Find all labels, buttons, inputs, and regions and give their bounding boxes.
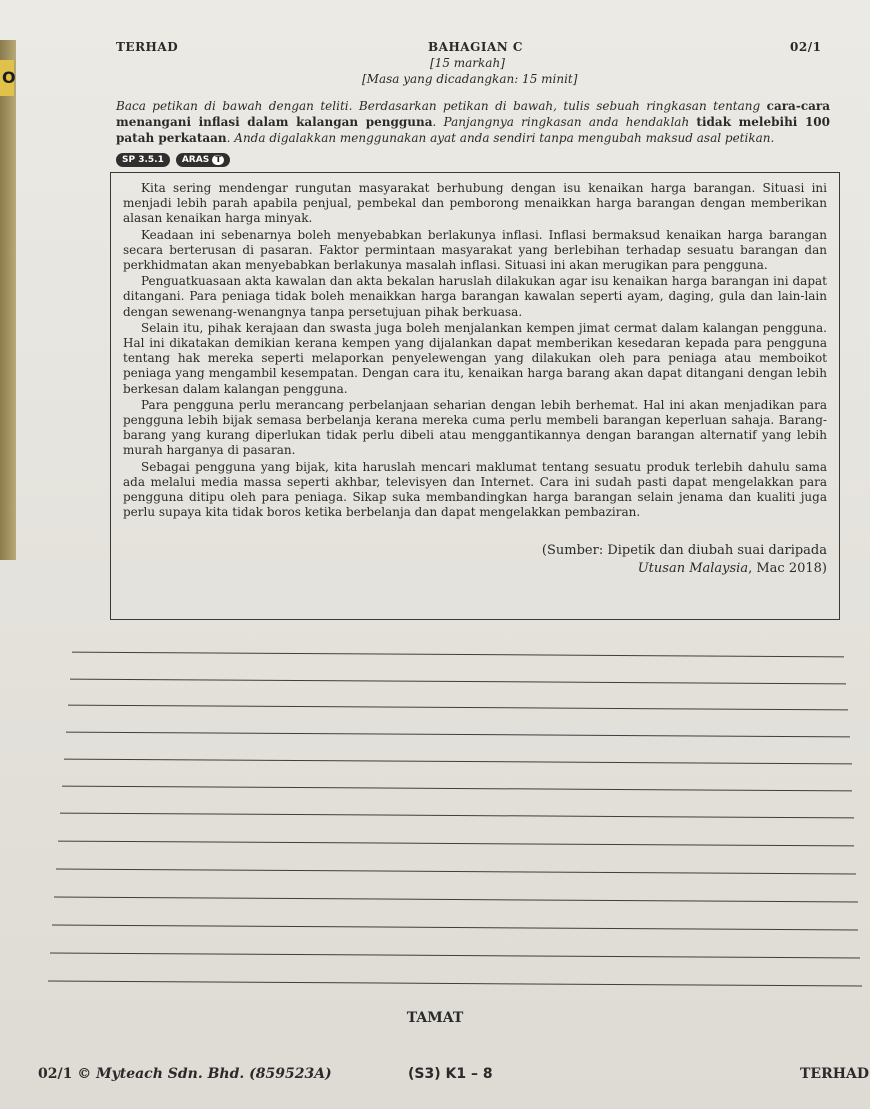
passage-paragraph: Para pengguna perlu merancang perbelanjaan seharian dengan lebih berhemat. Hal ini akan menjadikan para pengguna lebih bijak semasa berbelanja kerana mereka cuma perlu membeli barangan keperluan sahaja. Barang-barang yang kurang diperlukan tidak perlu dibeli atau menggantikannya dengan barangan alternatif yang lebih murah harganya di pasaran. bbox=[123, 397, 827, 458]
paper-code: 02/1 bbox=[790, 40, 822, 54]
answer-line[interactable] bbox=[52, 925, 858, 931]
section-title: BAHAGIAN C bbox=[428, 40, 523, 54]
footer-page-code: (S3) K1 – 8 bbox=[408, 1066, 493, 1082]
answer-line[interactable] bbox=[68, 705, 848, 711]
skill-tags bbox=[116, 153, 230, 167]
footer-publisher: © Myteach Sdn. Bhd. (859523A) bbox=[77, 1066, 332, 1082]
passage-paragraph: Keadaan ini sebenarnya boleh menyebabkan berlakunya inflasi. Inflasi bermaksud kenaikan harga barangan secara berterusan di pasaran. Faktor permintaan masyarakat yang berlebihan terhadap sesuatu barangan dan perkhidmatan akan menyebabkan berlakunya masalah inflasi. Situasi ini akan merugikan para pengguna. bbox=[123, 227, 827, 273]
passage-paragraph: Penguatkuasaan akta kawalan dan akta bekalan haruslah dilakukan agar isu kenaikan harga barangan ini dapat ditangani. Para peniaga tidak boleh menaikkan harga barangan kawalan seperti ayam, daging, gula dan lain-lain dengan sewenang-wenangnya tanpa persetujuan pihak berkuasa. bbox=[123, 274, 827, 319]
passage-paragraph: Selain itu, pihak kerajaan dan swasta juga boleh menjalankan kempen jimat cermat dalam kalangan pengguna. Hal ini dikatakan demikian kerana kempen yang dijalankan dapat memberikan kesedaran kepada para pengguna tentang hak mereka seperti melaporkan penyelewengan yang dilakukan oleh para peniaga atau memboikot peniaga yang mengambil kesempatan. Dengan cara itu, kenaikan harga barang akan dapat ditangani dengan lebih berkesan dalam kalangan pengguna. bbox=[123, 320, 827, 396]
answer-line[interactable] bbox=[64, 759, 852, 765]
answer-line[interactable] bbox=[62, 786, 852, 792]
instructions bbox=[116, 98, 830, 146]
binding-edge bbox=[0, 40, 16, 560]
passage-source bbox=[123, 542, 827, 578]
answer-line[interactable] bbox=[60, 813, 854, 819]
source-line-1: (Sumber: Dipetik dan diubah suai daripada bbox=[541, 543, 827, 559]
instructions-word-limit: tidak melebihi 100 patah perkataan bbox=[116, 115, 831, 145]
aras-label: ARAS bbox=[181, 155, 210, 165]
answer-line[interactable] bbox=[56, 869, 856, 875]
answer-line[interactable] bbox=[48, 981, 862, 987]
footer-copyright bbox=[38, 1066, 332, 1082]
aras-level: T bbox=[212, 155, 224, 165]
source-publication: Utusan Malaysia bbox=[637, 561, 749, 577]
header-classification: TERHAD bbox=[116, 40, 179, 54]
time-label: [Masa yang dicadangkan: 15 minit] bbox=[362, 72, 578, 86]
marks-label: [15 markah] bbox=[430, 56, 505, 70]
answer-line[interactable] bbox=[50, 953, 860, 959]
aras-tag bbox=[176, 153, 230, 167]
instructions-topic: cara-cara menangani inflasi dalam kalangan pengguna bbox=[116, 99, 830, 129]
footer-paper-code: 02/1 bbox=[38, 1066, 78, 1082]
passage-paragraph: Sebagai pengguna yang bijak, kita haruslah mencari maklumat tentang sesuatu produk terlebih dahulu sama ada melalui media massa seperti akhbar, televisyen dan Internet. Cara ini sudah pasti dapat mengelakkan para pengguna ditipu oleh para peniaga. Sikap suka membandingkan harga barangan selain jenama dan kualiti juga perlu supaya kita tidak boros ketika berbelanja dan dapat mengelakkan pembaziran. bbox=[123, 459, 827, 520]
end-marker: TAMAT bbox=[406, 1010, 464, 1026]
source-date: , Mac 2018) bbox=[748, 561, 827, 577]
sp-tag: SP 3.5.1 bbox=[116, 153, 170, 167]
instructions-text-1: Baca petikan di bawah dengan teliti. Berdasarkan petikan di bawah, tulis sebuah ringkasan tentang bbox=[116, 99, 767, 113]
instructions-text-2: . Panjangnya ringkasan anda hendaklah bbox=[432, 115, 697, 129]
answer-line[interactable] bbox=[54, 897, 858, 903]
answer-line[interactable] bbox=[58, 841, 854, 847]
answer-line[interactable] bbox=[70, 679, 846, 685]
footer-classification: TERHAD bbox=[800, 1066, 869, 1082]
passage-paragraph: Kita sering mendengar rungutan masyarakat berhubung dengan isu kenaikan harga barangan. Situasi ini menjadi lebih parah apabila penjual, pembekal dan pemborong menaikkan harga barangan dengan memberikan alasan kenaikan harga minyak. bbox=[123, 181, 827, 226]
side-tab: O bbox=[0, 60, 14, 96]
answer-line[interactable] bbox=[66, 732, 850, 738]
passage-box bbox=[110, 172, 840, 620]
instructions-text-3: . Anda digalakkan menggunakan ayat anda sendiri tanpa mengubah maksud asal petikan. bbox=[226, 131, 775, 145]
answer-line[interactable] bbox=[72, 652, 844, 658]
